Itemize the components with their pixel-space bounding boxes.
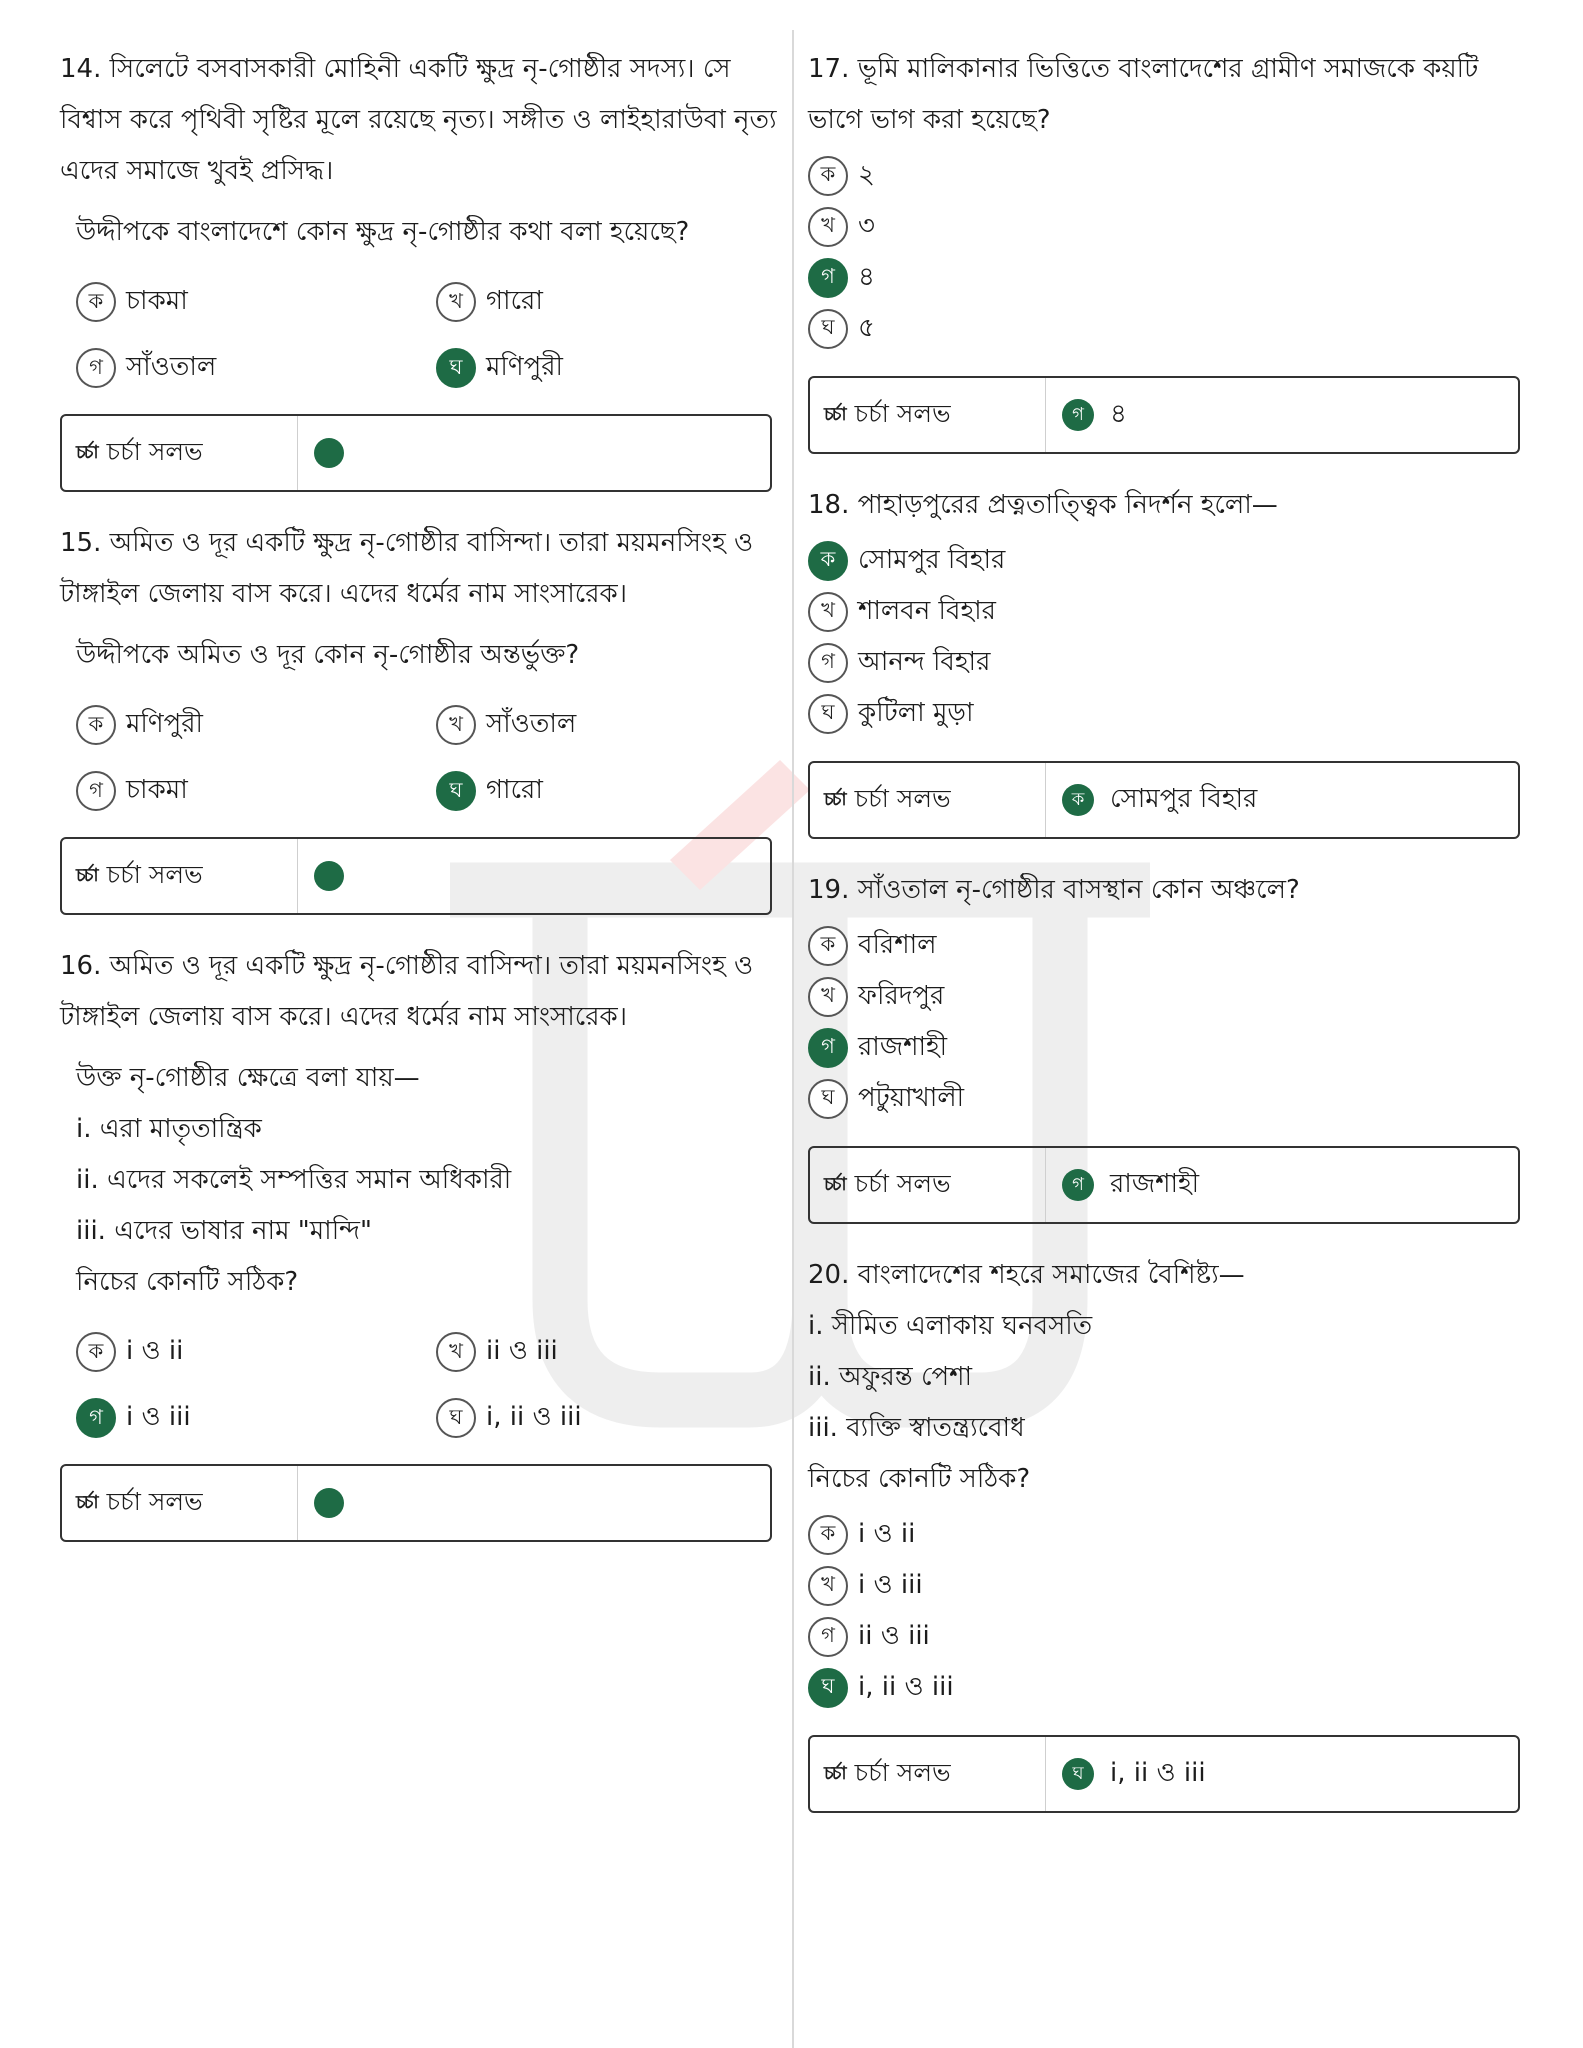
option-ga[interactable] xyxy=(76,1394,436,1442)
option-text: i ও iii xyxy=(858,1569,923,1600)
options xyxy=(808,1509,1528,1713)
option-text: সোমপুর বিহার xyxy=(858,544,1006,575)
answer-label-cell xyxy=(62,416,298,490)
option-gha[interactable] xyxy=(436,1394,796,1442)
option-ga[interactable] xyxy=(76,767,436,815)
option-kha[interactable] xyxy=(436,701,796,749)
option-ga[interactable] xyxy=(808,1611,1528,1662)
option-letter: ক xyxy=(808,1515,848,1555)
option-ga[interactable] xyxy=(76,344,436,392)
option-ga[interactable] xyxy=(808,637,1528,688)
option-letter: গ xyxy=(76,771,116,811)
question-prompt: উদ্দীপকে বাংলাদেশে কোন ক্ষুদ্র নৃ-গোষ্ঠীর কথা বলা হয়েছে? xyxy=(76,217,690,247)
option-text: i ও iii xyxy=(126,1402,191,1432)
answer-label: চর্চা সলভ xyxy=(854,1168,951,1198)
option-text: ৪ xyxy=(858,261,875,292)
answer-label-cell xyxy=(810,763,1046,837)
option-letter: ঘ xyxy=(808,694,848,734)
question-prompt: উক্ত নৃ-গোষ্ঠীর ক্ষেত্রে বলা যায়— xyxy=(76,1063,420,1093)
question-stem: 17. ভূমি মালিকানার ভিত্তিতে বাংলাদেশের গ্রামীণ সমাজকে কয়টি ভাগে ভাগ করা হয়েছে? xyxy=(808,54,1479,135)
option-letter: গ xyxy=(76,348,116,388)
option-text: বরিশাল xyxy=(858,929,937,960)
brand-logo-icon: চর্চা xyxy=(76,441,97,463)
question-19 xyxy=(808,865,1528,1224)
question-prompt: উদ্দীপকে অমিত ও দূর কোন নৃ-গোষ্ঠীর অন্তর্ভুক্ত? xyxy=(76,640,580,670)
answer-label: চর্চা সলভ xyxy=(106,859,203,889)
option-letter: গ xyxy=(808,1617,848,1657)
option-kha[interactable] xyxy=(808,1560,1528,1611)
answer-letter: ঘ xyxy=(1062,1758,1094,1790)
option-kha[interactable] xyxy=(808,971,1528,1022)
option-letter: খ xyxy=(808,592,848,632)
answer-text: রাজশাহী xyxy=(1110,1169,1200,1199)
option-letter: খ xyxy=(808,1566,848,1606)
option-text: ii ও iii xyxy=(486,1336,558,1366)
option-letter: ক xyxy=(76,705,116,745)
answer-label: চর্চা সলভ xyxy=(854,398,951,428)
brand-logo-icon: চর্চা xyxy=(824,403,845,425)
question-stem: 16. অমিত ও দূর একটি ক্ষুদ্র নৃ-গোষ্ঠীর বাসিন্দা। তারা ময়মনসিংহ ও টাঙ্গাইল জেলায় বাস করে। এদের ধর্মের নাম সাংসারেক। xyxy=(60,951,754,1032)
option-text: গারো xyxy=(486,286,543,316)
statement: ii. এদের সকলেই সম্পত্তির সমান অধিকারী xyxy=(76,1165,512,1195)
question-stem: 18. পাহাড়পুরের প্রত্নতাত্ত্বিক নিদর্শন হলো— xyxy=(808,490,1278,520)
statement-prompt: নিচের কোনটি সঠিক? xyxy=(808,1464,1031,1494)
option-letter-correct: গ xyxy=(76,1398,116,1438)
options xyxy=(60,701,780,815)
option-text: আনন্দ বিহার xyxy=(858,646,991,677)
question-stem: 20. বাংলাদেশের শহরে সমাজের বৈশিষ্ট্য— xyxy=(808,1260,1245,1290)
options xyxy=(808,535,1528,739)
option-text: মণিপুরী xyxy=(486,352,563,382)
option-letter: গ xyxy=(808,643,848,683)
answer-label-cell xyxy=(810,1148,1046,1222)
option-letter: খ xyxy=(436,282,476,322)
question-15 xyxy=(60,518,780,915)
option-letter: ক xyxy=(808,926,848,966)
option-text: ii ও iii xyxy=(858,1620,930,1651)
option-text: ৫ xyxy=(858,312,875,343)
option-ka[interactable] xyxy=(808,535,1528,586)
answer-label-cell xyxy=(62,839,298,913)
option-text: i ও ii xyxy=(858,1518,916,1549)
option-ka[interactable] xyxy=(76,278,436,326)
question-stem: 14. সিলেটে বসবাসকারী মোহিনী একটি ক্ষুদ্র নৃ-গোষ্ঠীর সদস্য। সে বিশ্বাস করে পৃথিবী সৃষ্টির মূলে রয়েছে নৃত্য। সঙ্গীত ও লাইহারাউবা নৃত্য এদের সমাজে খুবই প্রসিদ্ধ। xyxy=(60,54,777,186)
answer-box[interactable] xyxy=(60,837,772,915)
option-text: ২ xyxy=(858,159,875,190)
option-letter-correct: ঘ xyxy=(436,348,476,388)
question-stem: 19. সাঁওতাল নৃ-গোষ্ঠীর বাসস্থান কোন অঞ্চলে? xyxy=(808,875,1300,905)
option-letter-correct: গ xyxy=(808,258,848,298)
answer-box[interactable] xyxy=(60,414,772,492)
option-letter-correct: ক xyxy=(808,541,848,581)
option-text: i, ii ও iii xyxy=(858,1671,954,1702)
answer-box[interactable] xyxy=(808,376,1520,454)
answer-content xyxy=(1046,1752,1206,1796)
brand-logo-icon: চর্চা xyxy=(76,864,97,886)
option-letter: খ xyxy=(808,207,848,247)
answer-dot-icon xyxy=(314,1488,344,1518)
answer-label-cell xyxy=(810,1737,1046,1811)
answer-content xyxy=(1046,393,1127,437)
option-ka[interactable] xyxy=(76,701,436,749)
answer-label: চর্চা সলভ xyxy=(854,1757,951,1787)
answer-dot-icon xyxy=(314,438,344,468)
options xyxy=(60,1328,780,1442)
question-16 xyxy=(60,941,780,1542)
question-20 xyxy=(808,1250,1528,1813)
option-text: চাকমা xyxy=(126,286,188,316)
answer-content xyxy=(1046,778,1257,822)
option-text: চাকমা xyxy=(126,775,188,805)
answer-content xyxy=(298,438,344,468)
option-ka[interactable] xyxy=(808,1509,1528,1560)
answer-letter: ক xyxy=(1062,784,1094,816)
options xyxy=(808,150,1528,354)
option-text: পটুয়াখালী xyxy=(858,1082,965,1113)
option-text: শালবন বিহার xyxy=(858,595,996,626)
answer-label-cell xyxy=(62,1466,298,1540)
option-kha[interactable] xyxy=(436,278,796,326)
answer-dot-icon xyxy=(314,861,344,891)
statement: iii. এদের ভাষার নাম "মান্দি" xyxy=(76,1216,372,1246)
statement: i. এরা মাতৃতান্ত্রিক xyxy=(76,1114,262,1144)
option-text: কুটিলা মুড়া xyxy=(858,697,974,728)
answer-label-cell xyxy=(810,378,1046,452)
option-letter: ক xyxy=(76,1332,116,1372)
option-text: রাজশাহী xyxy=(858,1031,948,1062)
column-divider xyxy=(792,30,794,2048)
option-text: i ও ii xyxy=(126,1336,184,1366)
option-gha[interactable] xyxy=(436,767,796,815)
option-text: সাঁওতাল xyxy=(126,352,217,382)
answer-content xyxy=(298,1488,344,1518)
answer-label: চর্চা সলভ xyxy=(106,436,203,466)
option-ga[interactable] xyxy=(808,252,1528,303)
answer-box[interactable] xyxy=(808,1146,1520,1224)
option-letter: ক xyxy=(808,156,848,196)
option-gha[interactable] xyxy=(808,303,1528,354)
options xyxy=(808,920,1528,1124)
answer-box[interactable] xyxy=(60,1464,772,1542)
answer-box[interactable] xyxy=(808,761,1520,839)
brand-logo-icon: চর্চা xyxy=(824,1762,845,1784)
option-gha[interactable] xyxy=(436,344,796,392)
question-14 xyxy=(60,44,780,492)
option-letter: ঘ xyxy=(808,1079,848,1119)
answer-text: ৪ xyxy=(1110,399,1127,429)
left-column xyxy=(60,44,780,1568)
option-kha[interactable] xyxy=(808,586,1528,637)
option-text: ৩ xyxy=(858,210,875,241)
answer-label: চর্চা সলভ xyxy=(854,783,951,813)
option-ka[interactable] xyxy=(76,1328,436,1376)
answer-label: চর্চা সলভ xyxy=(106,1486,203,1516)
answer-letter: গ xyxy=(1062,399,1094,431)
answer-box[interactable] xyxy=(808,1735,1520,1813)
brand-logo-icon: চর্চা xyxy=(76,1491,97,1513)
brand-logo-icon: চর্চা xyxy=(824,1173,845,1195)
option-text: i, ii ও iii xyxy=(486,1402,582,1432)
statement: i. সীমিত এলাকায় ঘনবসতি xyxy=(808,1311,1093,1341)
option-ka[interactable] xyxy=(808,920,1528,971)
question-stem: 15. অমিত ও দূর একটি ক্ষুদ্র নৃ-গোষ্ঠীর বাসিন্দা। তারা ময়মনসিংহ ও টাঙ্গাইল জেলায় বাস করে। এদের ধর্মের নাম সাংসারেক। xyxy=(60,528,754,609)
option-text: মণিপুরী xyxy=(126,709,203,739)
answer-letter: গ xyxy=(1062,1169,1094,1201)
brand-logo-icon: চর্চা xyxy=(824,788,845,810)
option-letter: খ xyxy=(808,977,848,1017)
option-letter: খ xyxy=(436,705,476,745)
option-gha[interactable] xyxy=(808,1662,1528,1713)
option-letter: ঘ xyxy=(808,309,848,349)
option-text: সাঁওতাল xyxy=(486,709,577,739)
right-column xyxy=(808,44,1528,1839)
options xyxy=(60,278,780,392)
option-kha[interactable] xyxy=(808,201,1528,252)
answer-text: সোমপুর বিহার xyxy=(1110,784,1258,814)
statement: ii. অফুরন্ত পেশা xyxy=(808,1362,973,1392)
statement-prompt: নিচের কোনটি সঠিক? xyxy=(76,1267,299,1297)
option-ga[interactable] xyxy=(808,1022,1528,1073)
option-gha[interactable] xyxy=(808,1073,1528,1124)
question-17 xyxy=(808,44,1528,454)
option-letter: ঘ xyxy=(436,1398,476,1438)
option-letter-correct: ঘ xyxy=(436,771,476,811)
statement: iii. ব্যক্তি স্বাতন্ত্র্যবোধ xyxy=(808,1413,1025,1443)
option-letter-correct: ঘ xyxy=(808,1668,848,1708)
option-letter-correct: গ xyxy=(808,1028,848,1068)
answer-text: i, ii ও iii xyxy=(1110,1758,1206,1788)
option-letter: ক xyxy=(76,282,116,322)
option-text: গারো xyxy=(486,775,543,805)
answer-content xyxy=(298,861,344,891)
option-kha[interactable] xyxy=(436,1328,796,1376)
option-ka[interactable] xyxy=(808,150,1528,201)
option-gha[interactable] xyxy=(808,688,1528,739)
option-text: ফরিদপুর xyxy=(858,980,945,1011)
answer-content xyxy=(1046,1163,1199,1207)
option-letter: খ xyxy=(436,1332,476,1372)
question-18 xyxy=(808,480,1528,839)
